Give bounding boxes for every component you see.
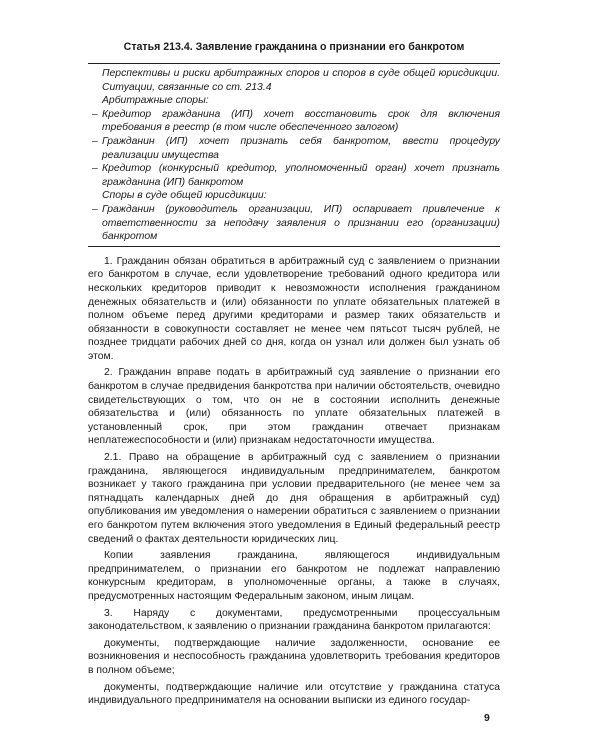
dash-marker: – <box>92 108 98 120</box>
dash-marker: – <box>92 163 98 175</box>
general-jurisdiction-item <box>88 203 500 244</box>
paragraph: 2.1. Право на обращение в арбитражный суд с заявлением о признании гражданина, являющегося индивидуальным предпринимателем, банкротом возникает у такого гражданина при условии предварительного (не менее чем за пятнадцать календарных дней до дня обращения в арбитражный суд) опубликования им уведомления о намерении обратиться с заявлением о признании его банкротом путем включения этого уведомления в Единый федеральный реестр сведений о фактах деятельности юридических лиц. <box>88 452 500 545</box>
box-bottom-rule <box>88 246 500 247</box>
arbitration-item-text: Кредитор гражданина (ИП) хочет восстановить срок для включения требования в реестр (в том числе обеспеченного залогом) <box>102 108 500 134</box>
dash-marker: – <box>92 135 98 147</box>
paragraph: 1. Гражданин обязан обратиться в арбитражный суд с заявлением о признании его банкротом в случае, если удовлетворение требований одного кредитора или нескольких кредиторов приводит к невозможности исполнения гражданином денежных обязательств и (или) обязанности по уплате обязательных платежей в полном объеме перед другими кредиторами и размер таких обязательств и обязанности в совокупности составляет не менее чем пятьсот тысяч рублей, не позднее тридцати рабочих дней со дня, когда он узнал или должен был узнать об этом. <box>88 255 500 362</box>
paragraph: Копии заявления гражданина, являющегося индивидуальным предпринимателем, о признании его банкротом не подлежат направлению конкурсным кредиторам, в уполномоченные органы, а также в случаях, предусмотренных настоящим Федеральным законом, иным лицам. <box>88 550 500 602</box>
dash-marker: – <box>92 203 98 215</box>
paragraph: документы, подтверждающие наличие или отсутствие у гражданина статуса индивидуального предпринимателя на основании выписки из единого государ- <box>88 681 500 707</box>
arbitration-item-text: Кредитор (конкурсный кредитор, уполномоченный орган) хочет признать гражданина (ИП) банкротом <box>102 163 500 188</box>
risk-box <box>88 64 500 246</box>
arbitration-item-text: Гражданин (ИП) хочет признать себя банкротом, ввести процедуру реализации имущества <box>102 135 500 161</box>
paragraph: 2. Гражданин вправе подать в арбитражный суд заявление о признании его банкротом в случае предвидения банкротства при наличии обстоятельств, очевидно свидетельствующих о том, что он не в состоянии исполнить денежные обязательства и (или) обязанность по уплате обязательных платежей в установленный срок, при этом гражданин отвечает признакам неплатежеспособности и (или) признакам недостаточности имущества. <box>88 367 500 447</box>
page <box>88 40 500 711</box>
page-number: 9 <box>484 713 490 724</box>
paragraph: 3. Наряду с документами, предусмотренными процессуальным законодательством, к заявлению о признании гражданина банкротом прилагаются: <box>88 607 500 633</box>
paragraph: документы, подтверждающие наличие задолженности, основание ее возникновения и неспособность гражданина удовлетворить требования кредиторов в полном объеме; <box>88 637 500 676</box>
arbitration-item <box>88 135 500 162</box>
risk-box-intro: Перспективы и риски арбитражных споров и споров в суде общей юрисдикции. Ситуации, связанные со ст. 213.4 <box>102 68 500 93</box>
general-jurisdiction-heading: Споры в суде общей юрисдикции: <box>102 190 267 202</box>
general-jurisdiction-item-text: Гражданин (руководитель организации, ИП) оспаривает привлечение к ответственности за неподачу заявления о признании его (организации) банкротом <box>102 203 500 243</box>
article-body <box>88 255 500 708</box>
arbitration-item <box>88 162 500 189</box>
article-title: Статья 213.4. Заявление гражданина о признании его банкротом <box>123 41 465 53</box>
arbitration-item <box>88 108 500 135</box>
arbitration-heading: Арбитражные споры: <box>102 95 209 107</box>
